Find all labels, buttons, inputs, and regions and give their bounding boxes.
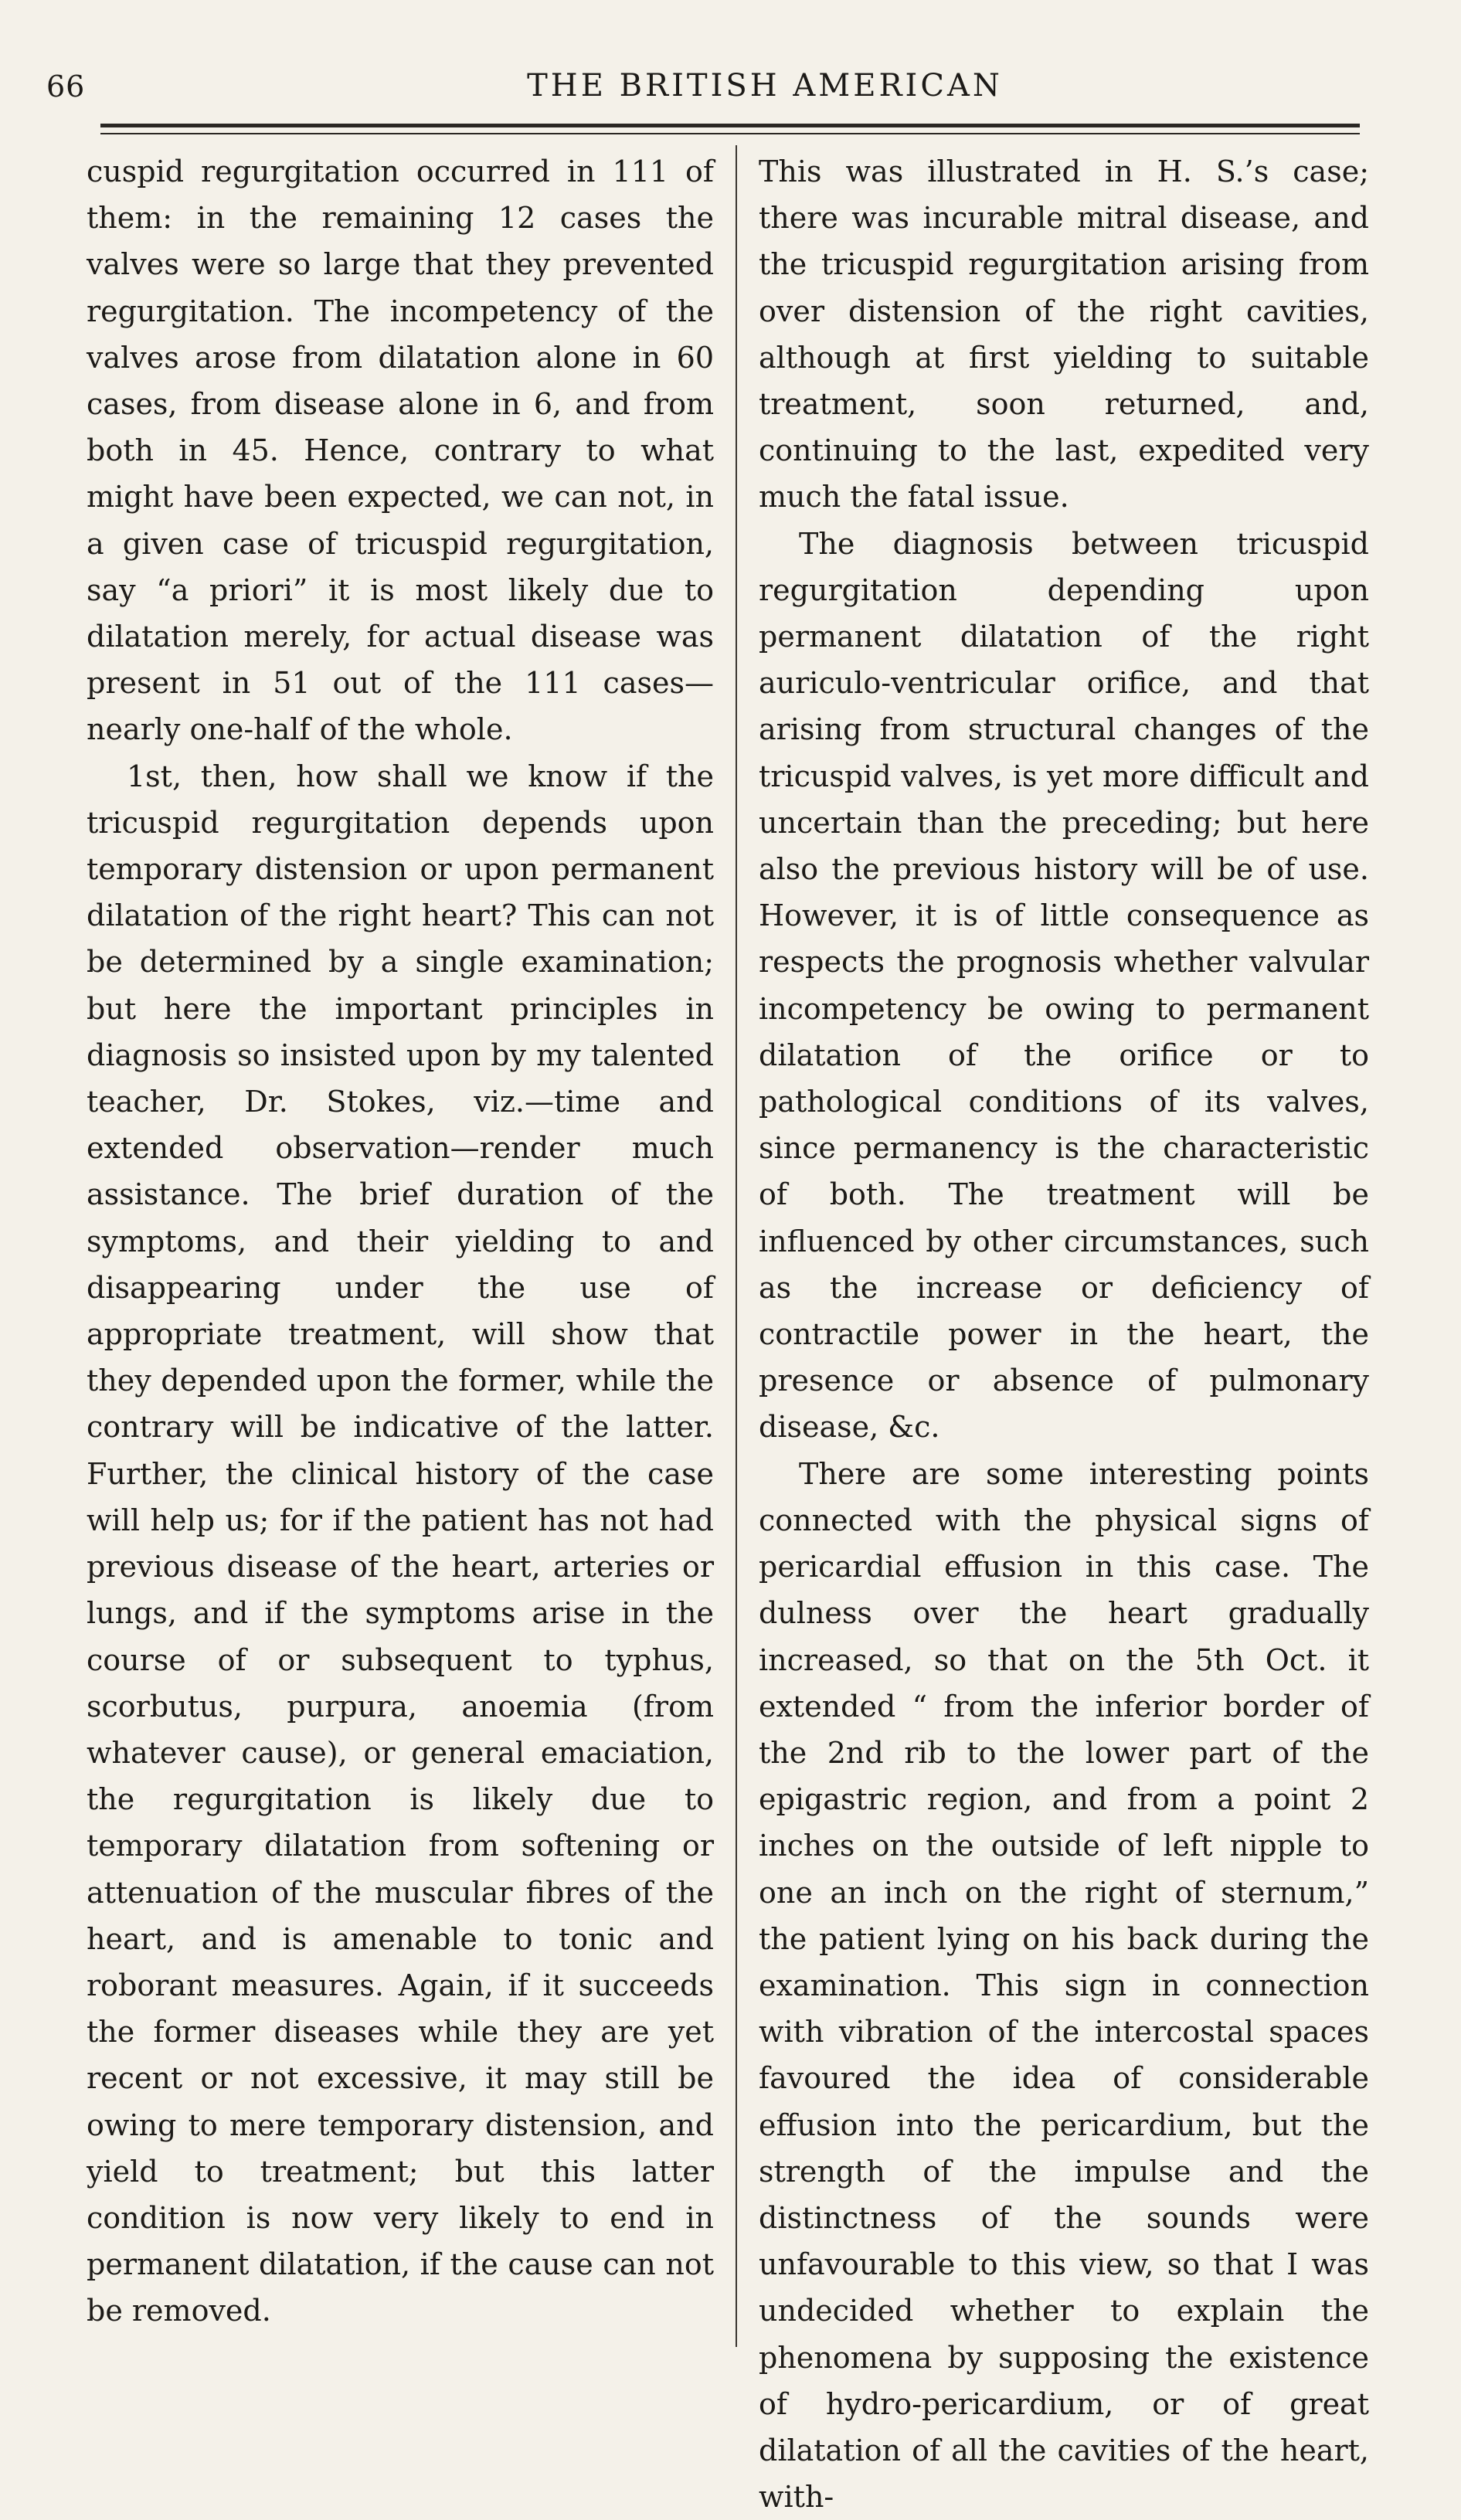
left-paragraph-1: cuspid regurgitation occurred in 111 of them: in the remaining 12 cases the valves were so large that they prevented regurgitation. The incompetency of the valves arose from dilatation alone in 60 cases, from disease alone in 6, and from both in 45. Hence, contrary to what might have been expected, we can not, in a given case of tricuspid regurgitation, say “a priori” it is most likely due to dilatation merely, for actual disease was present in 51 out of the 111 cases—nearly one-half of the whole.	[87, 155, 714, 747]
right-paragraph-3: There are some interesting points connected with the physical signs of pericardial effusion in this case. The dulness over the heart gradually increased, so that on the 5th Oct. it extended “ from the inferior border of the 2nd rib to the lower part of the epigastric region, and from a point 2 inches on the outside of left nipple to one an inch on the right of sternum,” the patient lying on his back during the examination. This sign in connection with vibration of the intercostal spaces favoured the idea of considerable effusion into the pericardium, but the strength of the impulse and the distinctness of the sounds were unfavourable to this view, so that I was undecided whether to explain the phenomena by supposing the existence of hydro-pericardium, or of great dilatation of all the cavities of the heart, with-	[759, 1456, 1369, 2515]
column-divider	[736, 145, 737, 2347]
header-rule-thick	[100, 124, 1360, 127]
right-paragraph-1: This was illustrated in H. S.’s case; there was incurable mitral disease, and the tricuspid regurgitation arising from over distension of the right cavities, although at first yielding to suitable treatment, soon returned, and, continuing to the last, expedited very much the fatal issue.	[759, 155, 1369, 515]
left-paragraph-2: 1st, then, how shall we know if the tricuspid regurgitation depends upon temporary distension or upon permanent dilatation of the right heart? This can not be determined by a single examination; but here the important principles in diagnosis so insisted upon by my talented teacher, Dr. Stokes, viz.—time and extended observation—render much assistance. The brief duration of the symptoms, and their yielding to and disappearing under the use of appropriate treatment, will show that they depended upon the former, while the contrary will be indicative of the latter. Further, the clinical history of the case will help us; for if the patient has not had previous disease of the heart, arteries or lungs, and if the symptoms arise in the course of or subsequent to typhus, scorbutus, purpura, anoemia (from whatever cause), or general emaciation, the regurgitation is likely due to temporary dilatation from softening or attenuation of the muscular fibres of the heart, and is amenable to tonic and roborant measures. Again, if it succeeds the former diseases while they are yet recent or not excessive, it may still be owing to mere temporary distension, and yield to treatment; but this latter condition is now very likely to end in permanent dilatation, if the cause can not be removed.	[87, 759, 714, 2328]
left-column	[87, 148, 714, 2389]
right-column	[759, 148, 1369, 2515]
page-header	[46, 62, 1360, 116]
header-rule-thin	[100, 133, 1360, 134]
page-number: 66	[46, 70, 86, 104]
running-title: THE BRITISH AMERICAN	[527, 68, 1003, 104]
right-paragraph-2: The diagnosis between tricuspid regurgitation depending upon permanent dilatation of the right auriculo-ventricular orifice, and that arising from structural changes of the tricuspid valves, is yet more difficult and uncertain than the preceding; but here also the previous history will be of use. However, it is of little consequence as respects the prognosis whether valvular incompetency be owing to permanent dilatation of the orifice or to pathological conditions of its valves, since permanency is the characteristic of both. The treatment will be influenced by other circumstances, such as the increase or deficiency of contractile power in the heart, the presence or absence of pulmonary disease, &c.	[759, 526, 1369, 1445]
